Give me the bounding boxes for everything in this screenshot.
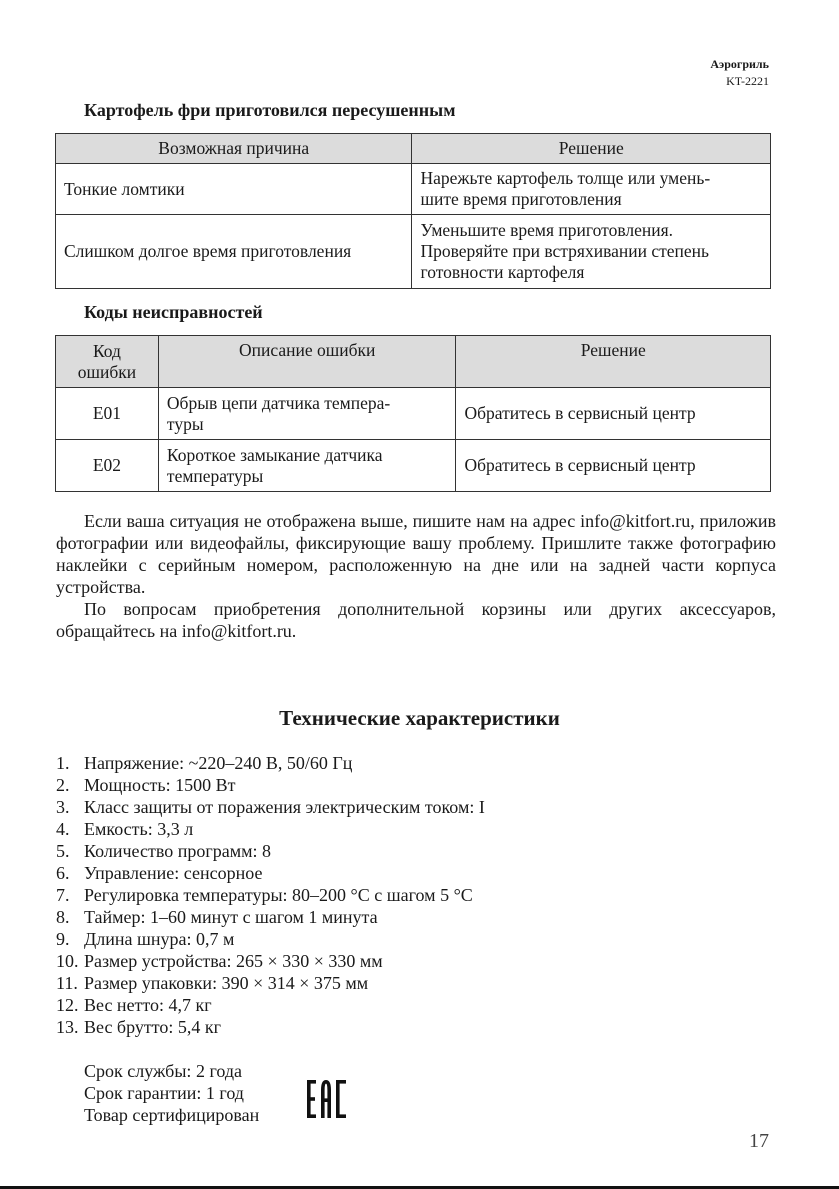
table-row xyxy=(56,164,771,215)
item-text: Длина шнура: 0,7 м xyxy=(84,929,235,949)
solution-cell: Обратитесь в сервисный центр xyxy=(456,440,771,492)
item-number: 5. xyxy=(56,841,70,861)
list-item xyxy=(56,994,485,1016)
description-line: Короткое замыкание датчика xyxy=(166,444,383,465)
list-item xyxy=(56,928,485,950)
code-cell: E02 xyxy=(56,440,159,492)
section-codes-title: Коды неисправностей xyxy=(84,302,263,322)
list-item xyxy=(56,840,485,862)
column-header-code xyxy=(56,336,159,388)
cause-cell: Слишком долгое время приготовления xyxy=(56,215,412,289)
tech-specs-list xyxy=(56,752,485,1038)
item-number: 7. xyxy=(56,885,70,905)
item-text: Класс защиты от поражения электрическим током: I xyxy=(84,797,485,817)
column-header-solution: Решение xyxy=(456,336,771,388)
table-row xyxy=(56,440,771,492)
item-number: 6. xyxy=(56,863,70,883)
eac-mark-icon xyxy=(306,1078,348,1120)
header-product: Аэрогриль xyxy=(710,57,769,71)
service-info xyxy=(84,1060,259,1126)
description-line: температуры xyxy=(166,465,264,486)
table-row xyxy=(56,215,771,289)
item-number: 10. xyxy=(56,951,79,971)
fries-table xyxy=(55,133,771,289)
solution-line: Проверяйте при встряхивании степень xyxy=(420,241,709,261)
list-item xyxy=(56,818,485,840)
solution-line: Нарежьте картофель толще или умень- xyxy=(420,168,711,188)
table-row xyxy=(56,388,771,440)
header-model: KT-2221 xyxy=(726,74,769,88)
service-life: Срок службы: 2 года xyxy=(84,1061,243,1081)
list-item xyxy=(56,950,485,972)
item-number: 1. xyxy=(56,753,70,773)
item-text: Мощность: 1500 Вт xyxy=(84,775,236,795)
solution-line: Уменьшите время приготовления. xyxy=(420,220,674,240)
item-number: 8. xyxy=(56,907,70,927)
description-line: Обрыв цепи датчика темпера- xyxy=(166,392,391,413)
solution-cell xyxy=(412,164,771,215)
item-text: Емкость: 3,3 л xyxy=(84,819,194,839)
item-number: 12. xyxy=(56,995,79,1015)
description-cell xyxy=(158,388,456,440)
list-item xyxy=(56,972,485,994)
table-header-row xyxy=(56,336,771,388)
item-text: Регулировка температуры: 80–200 °С с шагом 5 °С xyxy=(84,885,473,905)
item-number: 9. xyxy=(56,929,70,949)
item-number: 13. xyxy=(56,1017,79,1037)
description-cell xyxy=(158,440,456,492)
solution-cell xyxy=(412,215,771,289)
solution-line: шите время приготовления xyxy=(420,189,622,209)
list-item xyxy=(56,906,485,928)
code-cell: E01 xyxy=(56,388,159,440)
certification-note: Товар сертифицирован xyxy=(84,1105,260,1125)
item-text: Вес брутто: 5,4 кг xyxy=(84,1017,221,1037)
table-header-row xyxy=(56,134,771,164)
list-item xyxy=(56,1016,485,1038)
item-text: Размер устройства: 265 × 330 × 330 мм xyxy=(84,951,383,971)
warranty-period: Срок гарантии: 1 год xyxy=(84,1083,244,1103)
solution-cell: Обратитесь в сервисный центр xyxy=(456,388,771,440)
contact-text xyxy=(56,510,776,642)
running-header xyxy=(710,56,769,90)
item-number: 4. xyxy=(56,819,70,839)
tech-specs-title: Технические характеристики xyxy=(279,706,560,730)
item-number: 11. xyxy=(56,973,78,993)
item-text: Таймер: 1–60 минут с шагом 1 минута xyxy=(84,907,378,927)
column-header-cause: Возможная причина xyxy=(56,134,412,164)
solution-line: готовности картофеля xyxy=(420,262,585,282)
item-text: Управление: сенсорное xyxy=(84,863,263,883)
page-number: 17 xyxy=(749,1130,769,1152)
paragraph: Если ваша ситуация не отображена выше, пишите нам на адрес info@kitfort.ru, приложив фотографии или видеофайлы, фиксирующие вашу проблему. Пришлите также фотографию наклейки с серийным номером, расположенную на дне или на задней части корпуса устройства. xyxy=(56,511,776,597)
item-number: 2. xyxy=(56,775,70,795)
column-header-solution: Решение xyxy=(412,134,771,164)
list-item xyxy=(56,796,485,818)
description-line: туры xyxy=(166,413,204,434)
list-item xyxy=(56,774,485,796)
item-text: Вес нетто: 4,7 кг xyxy=(84,995,212,1015)
code-header-line: Код xyxy=(92,340,121,361)
item-text: Размер упаковки: 390 × 314 × 375 мм xyxy=(84,973,369,993)
cause-cell: Тонкие ломтики xyxy=(56,164,412,215)
paragraph: По вопросам приобретения дополнительной корзины или других аксессуаров, обращайтесь на info@kitfort.ru. xyxy=(56,599,776,641)
column-header-description: Описание ошибки xyxy=(158,336,456,388)
error-codes-table xyxy=(55,335,771,492)
list-item xyxy=(56,752,485,774)
item-number: 3. xyxy=(56,797,70,817)
item-text: Напряжение: ~220–240 В, 50/60 Гц xyxy=(84,753,353,773)
section-fries-title: Картофель фри приготовился пересушенным xyxy=(84,100,456,120)
list-item xyxy=(56,884,485,906)
item-text: Количество программ: 8 xyxy=(84,841,271,861)
code-header-line: ошибки xyxy=(77,361,137,382)
list-item xyxy=(56,862,485,884)
